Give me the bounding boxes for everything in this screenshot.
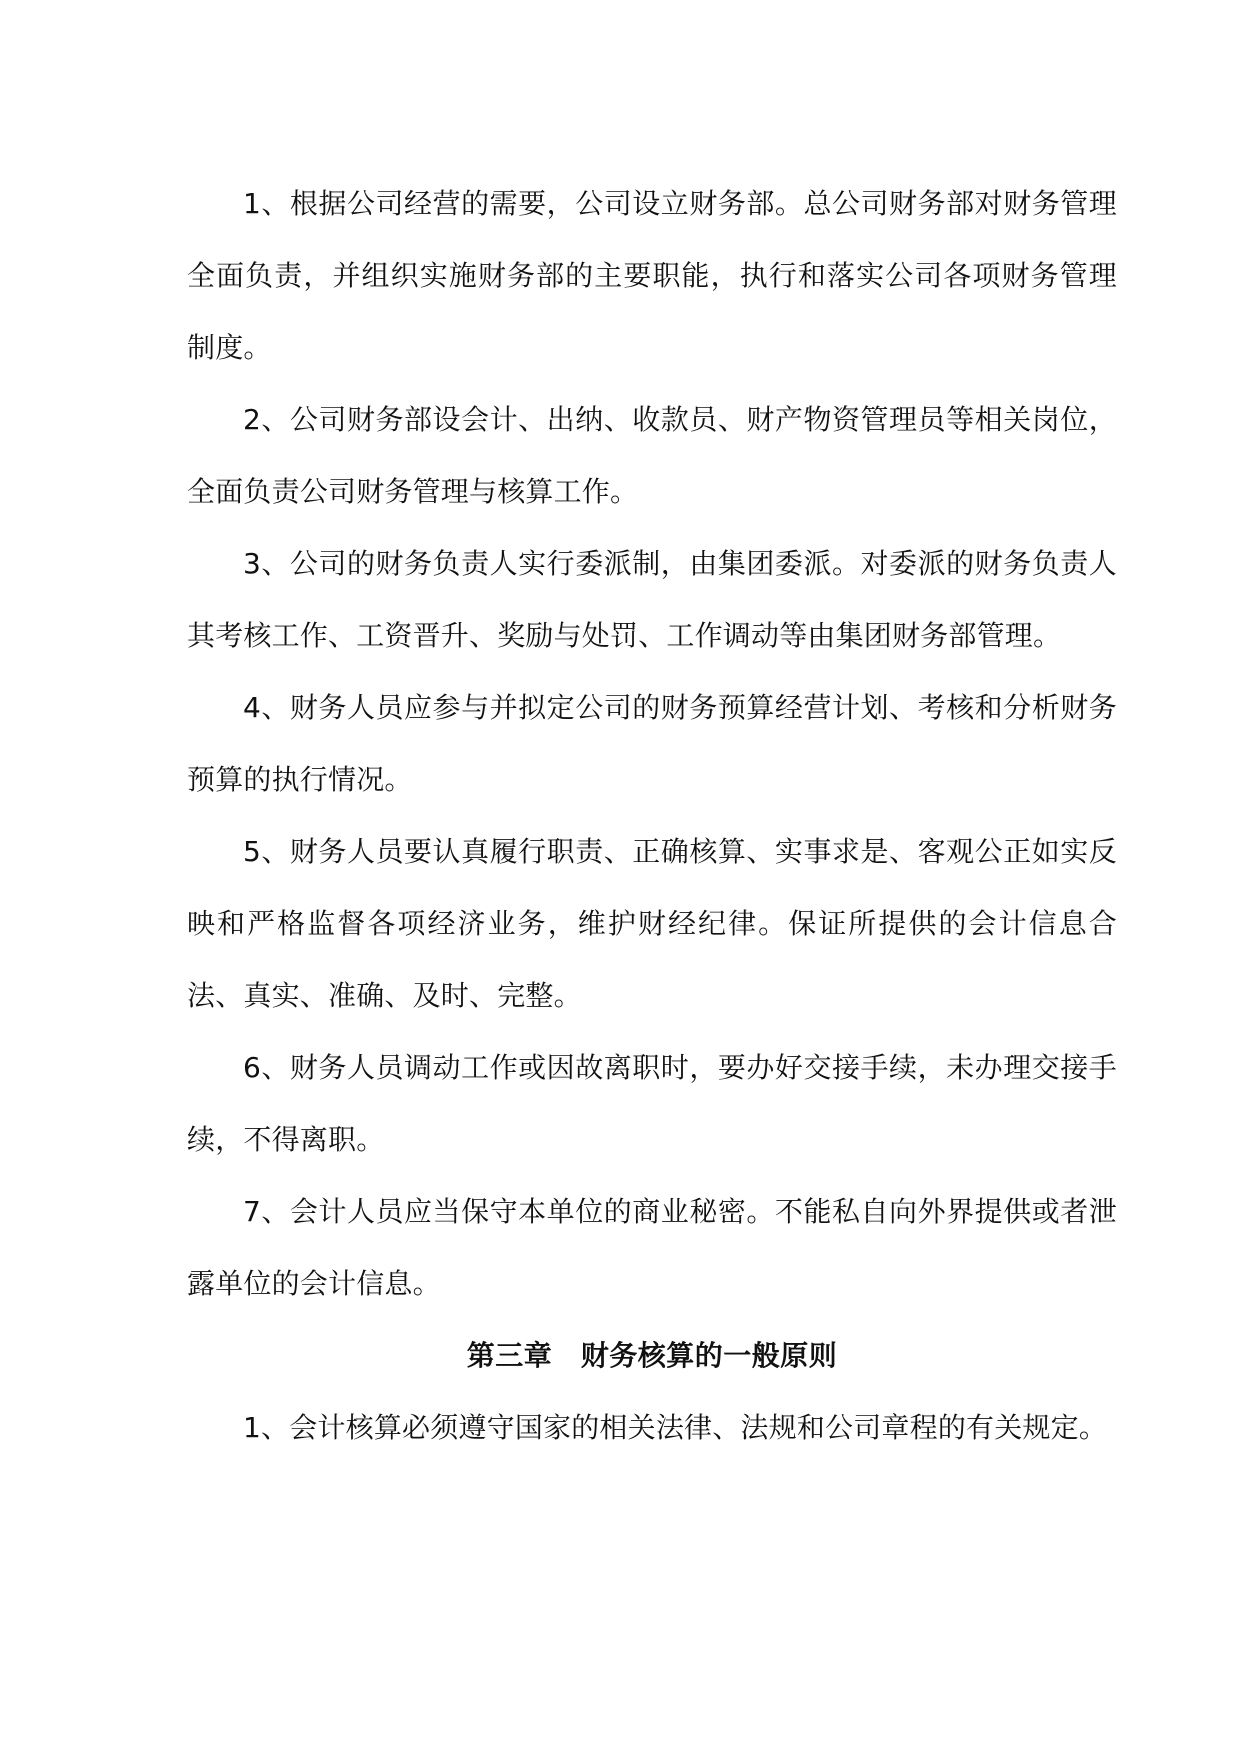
- paragraph-item-7: 7、会计人员应当保守本单位的商业秘密。不能私自向外界提供或者泄露单位的会计信息。: [187, 1195, 1117, 1300]
- paragraph-item-6: 6、财务人员调动工作或因故离职时，要办好交接手续，未办理交接手续，不得离职。: [187, 1051, 1117, 1156]
- paragraph-item-5: 5、财务人员要认真履行职责、正确核算、实事求是、客观公正如实反映和严格监督各项经济业务，维护财经纪律。保证所提供的会计信息合法、真实、准确、及时、完整。: [187, 835, 1117, 1012]
- paragraph-item-1: 1、根据公司经营的需要，公司设立财务部。总公司财务部对财务管理全面负责，并组织实施财务部的主要职能，执行和落实公司各项财务管理制度。: [187, 187, 1117, 364]
- paragraph-principle-1: 1、会计核算必须遵守国家的相关法律、法规和公司章程的有关规定。: [243, 1411, 1108, 1444]
- paragraph-item-2: 2、公司财务部设会计、出纳、收款员、财产物资管理员等相关岗位，全面负责公司财务管理与核算工作。: [187, 403, 1117, 508]
- document-body: [187, 168, 1117, 1464]
- chapter-title: 第三章 财务核算的一般原则: [466, 1339, 838, 1372]
- paragraph-item-4: 4、财务人员应参与并拟定公司的财务预算经营计划、考核和分析财务预算的执行情况。: [187, 691, 1117, 796]
- paragraph-item-3: 3、公司的财务负责人实行委派制，由集团委派。对委派的财务负责人其考核工作、工资晋升、奖励与处罚、工作调动等由集团财务部管理。: [187, 547, 1117, 652]
